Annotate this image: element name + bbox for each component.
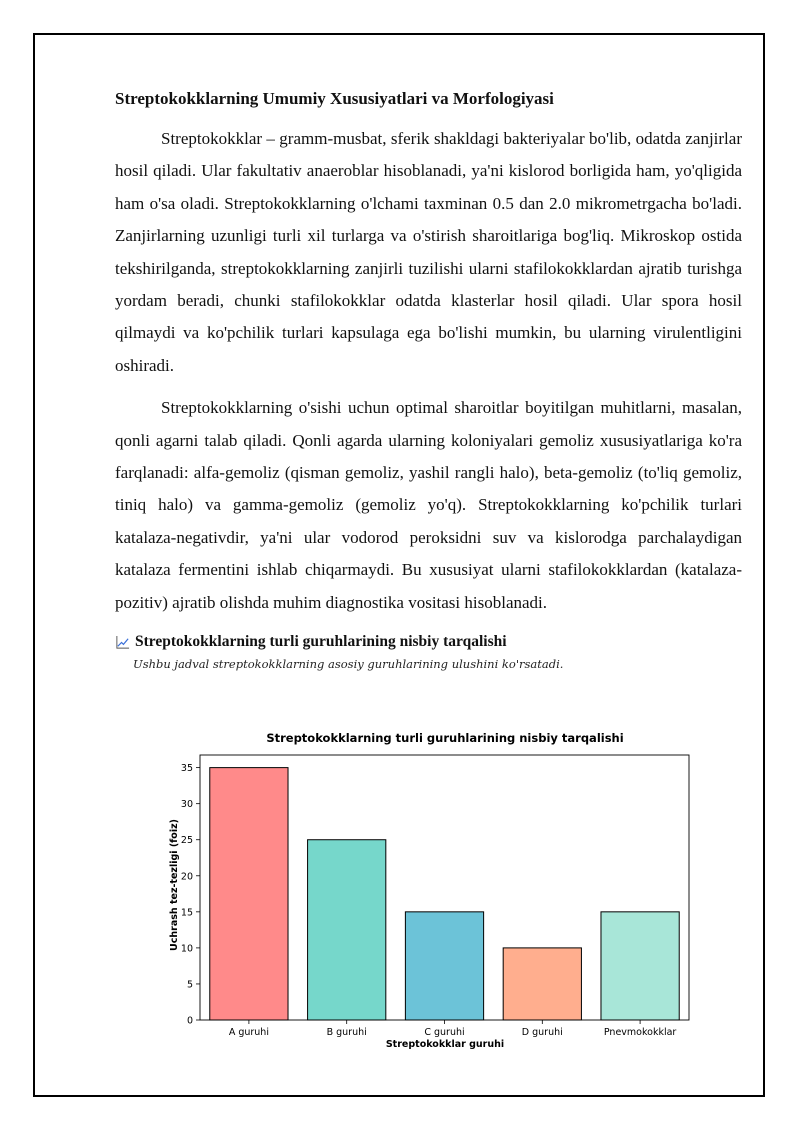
x-tick-label: C guruhi xyxy=(424,1027,465,1038)
chart-y-axis-label: Uchrash tez-tezligi (foiz) xyxy=(169,819,180,951)
y-tick-label: 20 xyxy=(180,871,193,883)
bar-chart xyxy=(160,725,700,1055)
bar-a-guruhi xyxy=(210,768,288,1020)
document-body xyxy=(115,86,742,671)
paragraph-1: Streptokokklar – gramm-musbat, sferik shakldagi bakteriyalar bo'lib, odatda zanjirlar hosil qiladi. Ular fakultativ anaeroblar hisoblanadi, ya'ni kislorod borligida ham, yo'qligida ham o'sa oladi. Streptokokklarning o'lchami taxminan 0.5 dan 2.0 mikrometrgacha bo'ladi. Zanjirlarning uzunligi turli xil turlarga va o'stirish sharoitlariga bog'liq. Mikroskop ostida tekshirilganda, streptokokklarning zanjirli tuzilishi ularni stafilokokklardan ajratib turishga yordam beradi, chunki stafilokokklar odatda klasterlar hosil qiladi. Ular spora hosil qilmaydi va ko'pchilik turlari kapsulaga ega bo'lishi mumkin, bu ularning virulentligini oshiradi. xyxy=(115,129,742,375)
bar-chart-svg xyxy=(160,725,700,1055)
y-tick-label: 25 xyxy=(180,835,193,847)
x-tick-label: Pnevmokokklar xyxy=(603,1027,677,1038)
figure-heading xyxy=(115,633,742,651)
y-tick-label: 10 xyxy=(180,943,193,955)
bar-d-guruhi xyxy=(503,948,581,1020)
x-tick-label: D guruhi xyxy=(521,1027,563,1038)
bar-b-guruhi xyxy=(308,840,386,1020)
document-title: Streptokokklarning Umumiy Xususiyatlari va Morfologiyasi xyxy=(115,89,554,108)
x-tick-label: B guruhi xyxy=(326,1027,367,1038)
figure-caption: Ushbu jadval streptokokklarning asosiy guruhlarining ulushini ko'rsatadi. xyxy=(133,657,564,672)
bar-c-guruhi xyxy=(405,912,483,1020)
chart-line-icon xyxy=(115,635,130,650)
y-tick-label: 35 xyxy=(180,763,193,775)
y-tick-label: 30 xyxy=(180,799,193,811)
x-tick-label: A guruhi xyxy=(228,1027,269,1038)
y-tick-label: 0 xyxy=(186,1015,193,1027)
chart-x-axis-label: Streptokokklar guruhi xyxy=(385,1039,505,1050)
y-tick-label: 15 xyxy=(180,907,193,919)
chart-title: Streptokokklarning turli guruhlarining nisbiy tarqalishi xyxy=(266,731,624,745)
figure-heading-text: Streptokokklarning turli guruhlarining nisbiy tarqalishi xyxy=(135,633,507,651)
y-tick-label: 5 xyxy=(186,979,193,991)
bar-pnevmokokklar xyxy=(601,912,679,1020)
paragraph-2: Streptokokklarning o'sishi uchun optimal sharoitlar boyitilgan muhitlarni, masalan, qonli agarni talab qiladi. Qonli agarda ularning koloniyalari gemoliz xususiyatlariga ko'ra farqlanadi: alfa-gemoliz (qisman gemoliz, yashil rangli halo), beta-gemoliz (to'liq gemoliz, tiniq halo) va gamma-gemoliz (gemoliz yo'q). Streptokokklarning ko'pchilik turlari katalaza-negativdir, ya'ni ular vodorod peroksidni suv va kislorodga parchalaydigan katalaza fermentini ishlab chiqarmaydi. Bu xususiyat ularni stafilokokklardan (katalaza-pozitiv) ajratib olishda muhim diagnostika vositasi hisoblanadi. xyxy=(115,398,742,612)
